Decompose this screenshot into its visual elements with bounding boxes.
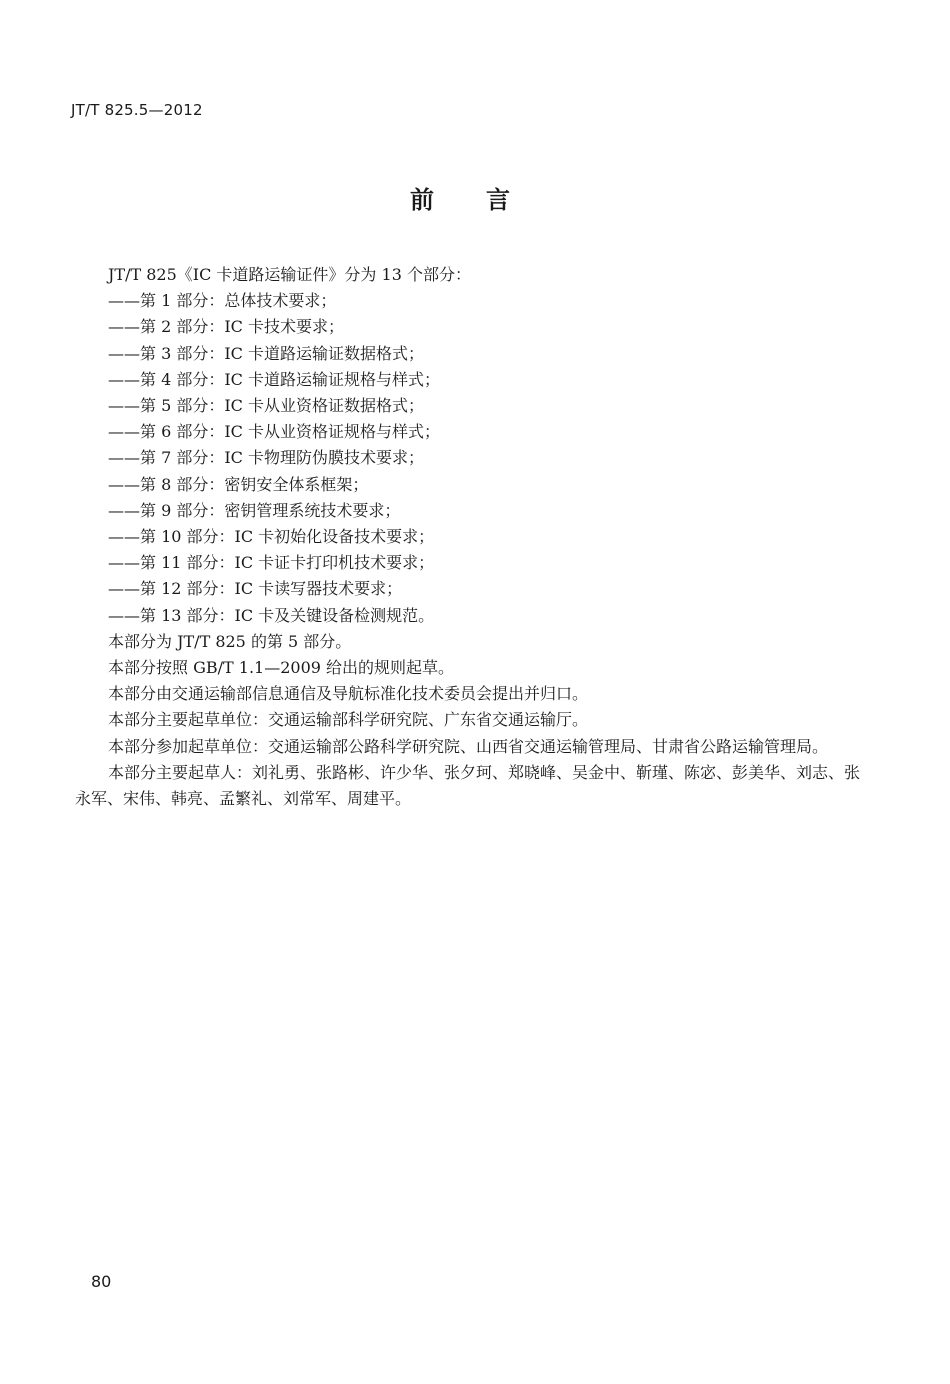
list-item: ——第 8 部分：密钥安全体系框架； [108,474,369,494]
list-item: ——第 10 部分：IC 卡初始化设备技术要求； [108,527,435,547]
paragraph-main-drafters: 本部分主要起草人：刘礼勇、张路彬、许少华、张夕珂、郑晓峰、吴金中、靳瑾、陈宓、彭美华、刘志、张永军、宋伟、韩亮、孟繁礼、刘常军、周建平。 [75,762,861,809]
parts-list [75,288,865,629]
list-item: ——第 9 部分：密钥管理系统技术要求； [108,500,401,520]
page-number: 80 [91,1272,112,1291]
list-item: ——第 4 部分：IC 卡道路运输证规格与样式； [108,369,441,389]
paragraph-proposer: 本部分由交通运输部信息通信及导航标准化技术委员会提出并归口。 [108,684,589,704]
list-item: ——第 11 部分：IC 卡证卡打印机技术要求； [108,553,435,573]
list-item: ——第 1 部分：总体技术要求； [108,291,337,311]
list-item: ——第 7 部分：IC 卡物理防伪膜技术要求； [108,448,425,468]
list-item: ——第 5 部分：IC 卡从业资格证数据格式； [108,396,425,416]
paragraph-drafting-rules: 本部分按照 GB/T 1.1—2009 给出的规则起草。 [108,658,455,678]
page-title: 前言 [410,186,562,214]
list-item: ——第 12 部分：IC 卡读写器技术要求； [108,579,403,599]
list-item: ——第 2 部分：IC 卡技术要求； [108,317,345,337]
paragraph-part-statement: 本部分为 JT/T 825 的第 5 部分。 [108,631,352,651]
standard-number-header: JT/T 825.5—2012 [71,101,203,119]
intro-line: JT/T 825《IC 卡道路运输证件》分为 13 个部分： [108,265,471,284]
paragraph-main-drafting-units: 本部分主要起草单位：交通运输部科学研究院、广东省交通运输厅。 [108,710,589,730]
paragraph-participating-units: 本部分参加起草单位：交通运输部公路科学研究院、山西省交通运输管理局、甘肃省公路运输管理局。 [108,736,829,756]
list-item: ——第 3 部分：IC 卡道路运输证数据格式； [108,343,425,363]
list-item: ——第 13 部分：IC 卡及关键设备检测规范。 [108,605,435,625]
foreword-body [75,262,865,812]
list-item: ——第 6 部分：IC 卡从业资格证规格与样式； [108,422,441,442]
